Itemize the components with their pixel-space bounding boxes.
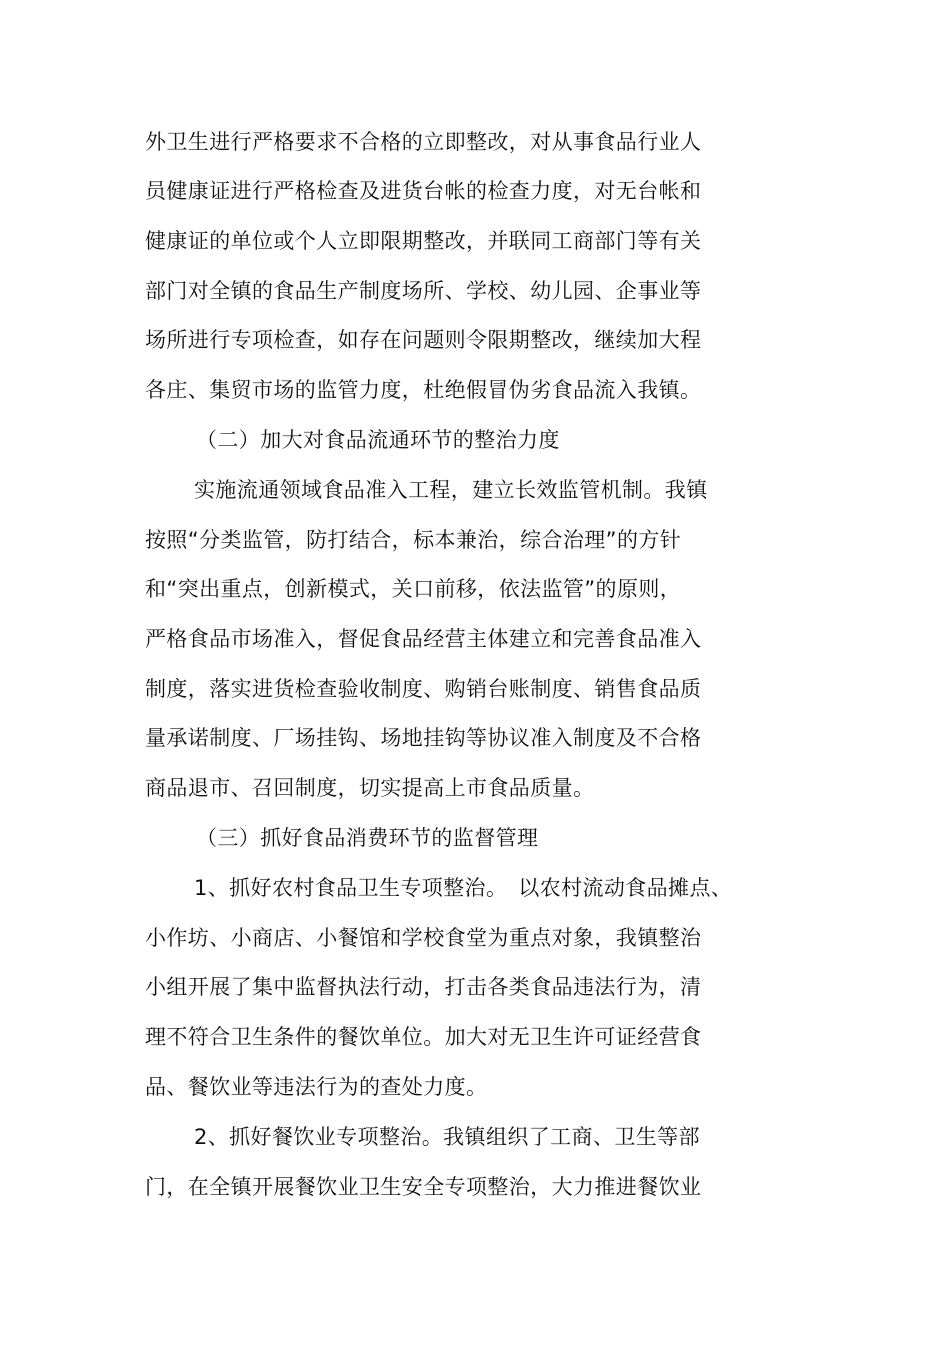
paragraph-line: 理不符合卫生条件的餐饮单位。加大对无卫生许可证经营食 [145, 1025, 702, 1049]
paragraph-line: 实施流通领域食品准入工程，建立长效监管机制。我镇 [194, 478, 708, 502]
paragraph-line: 小作坊、小商店、小餐馆和学校食堂为重点对象，我镇整治 [145, 926, 702, 950]
paragraph-line: 门，在全镇开展餐饮业卫生安全专项整治，大力推进餐饮业 [145, 1175, 702, 1199]
paragraph-line: 严格食品市场准入，督促食品经营主体建立和完善食品准入 [145, 627, 702, 651]
paragraph-line: 场所进行专项检查，如存在问题则令限期整改，继续加大程 [145, 328, 702, 352]
paragraph-line: 员健康证进行严格检查及进货台帐的检查力度，对无台帐和 [145, 179, 702, 203]
paragraph-line: 部门对全镇的食品生产制度场所、学校、幼儿园、企事业等 [145, 279, 702, 303]
paragraph-line: 制度，落实进货检查验收制度、购销台账制度、销售食品质 [145, 677, 702, 701]
paragraph-line: 2、抓好餐饮业专项整治。我镇组织了工商、卫生等部 [194, 1125, 700, 1149]
paragraph-line: 商品退市、召回制度，切实提高上市食品质量。 [145, 776, 595, 800]
paragraph-line: 1、抓好农村食品卫生专项整治。 以农村流动食品摊点、 [194, 876, 733, 900]
paragraph-line: 健康证的单位或个人立即限期整改，并联同工商部门等有关 [145, 229, 702, 253]
paragraph-line: 按照“分类监管，防打结合，标本兼治，综合治理”的方针 [145, 528, 682, 552]
section-heading: （三）抓好食品消费环节的监督管理 [196, 826, 539, 850]
section-heading: （二）加大对食品流通环节的整治力度 [196, 428, 560, 452]
paragraph-line: 外卫生进行严格要求不合格的立即整改，对从事食品行业人 [145, 130, 702, 154]
paragraph-line: 和“突出重点，创新模式，关口前移，依法监管”的原则， [145, 577, 682, 601]
paragraph-line: 品、餐饮业等违法行为的查处力度。 [145, 1075, 488, 1099]
paragraph-line: 小组开展了集中监督执法行动，打击各类食品违法行为，清 [145, 975, 702, 999]
paragraph-line: 量承诺制度、厂场挂钩、场地挂钩等协议准入制度及不合格 [145, 726, 702, 750]
paragraph-line: 各庄、集贸市场的监管力度，杜绝假冒伪劣食品流入我镇。 [145, 378, 702, 402]
